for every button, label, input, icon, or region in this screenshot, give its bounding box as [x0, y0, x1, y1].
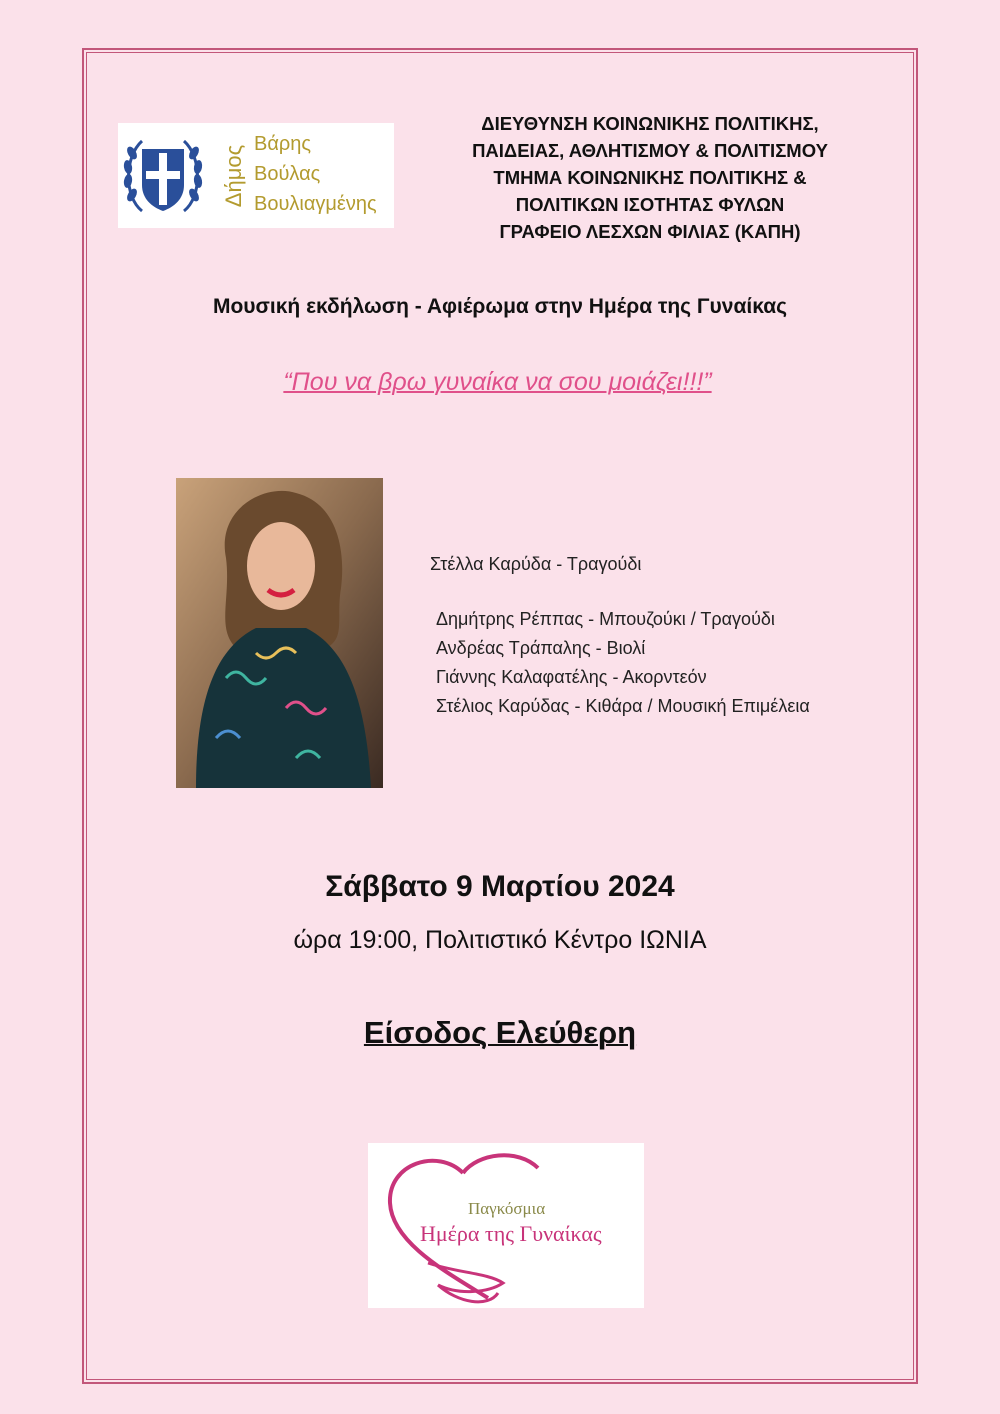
- performer-photo: [176, 478, 383, 788]
- musician-item: Γιάννης Καλαφατέλης - Ακορντεόν: [436, 667, 707, 687]
- municipality-word: Δήμος: [221, 144, 246, 208]
- event-time-place: ώρα 19:00, Πολιτιστικό Κέντρο ΙΩΝΙΑ: [293, 926, 707, 954]
- womens-day-line2: Ημέρα της Γυναίκας: [420, 1221, 602, 1246]
- musician-item: Ανδρέας Τράπαλης - Βιολί: [436, 638, 646, 658]
- municipality-name: [254, 129, 377, 219]
- department-line: ΤΜΗΜΑ ΚΟΙΝΩΝΙΚΗΣ ΠΟΛΙΤΙΚΗΣ &: [493, 167, 807, 188]
- performers-list: [430, 552, 810, 721]
- womens-day-line1: Παγκόσμια: [468, 1199, 546, 1218]
- department-heading: [410, 110, 890, 245]
- musician-item: Δημήτρης Ρέππας - Μπουζούκι / Τραγούδι: [436, 609, 775, 629]
- event-title-quote: [100, 368, 895, 397]
- municipality-line: Βούλας: [254, 163, 321, 185]
- entry-text: Είσοδος Ελεύθερη: [363, 1015, 637, 1050]
- department-line: ΠΟΛΙΤΙΚΩΝ ΙΣΟΤΗΤΑΣ ΦΥΛΩΝ: [515, 194, 785, 215]
- event-date: Σάββατο 9 Μαρτίου 2024: [325, 870, 675, 903]
- department-line: ΠΑΙΔΕΙΑΣ, ΑΘΛΗΤΙΣΜΟΥ & ΠΟΛΙΤΙΣΜΟΥ: [472, 140, 828, 161]
- lead-performer: Στέλλα Καρύδα - Τραγούδι: [430, 554, 642, 574]
- performer-photo-image: [176, 478, 383, 788]
- municipality-logo: [118, 123, 394, 228]
- greek-cross-crest-icon: [120, 123, 206, 228]
- municipality-line: Βουλιαγμένης: [254, 193, 377, 215]
- entry-notice: [100, 1015, 900, 1051]
- musician-item: Στέλιος Καρύδας - Κιθάρα / Μουσική Επιμέλεια: [436, 696, 810, 716]
- event-title-text: “Που να βρω γυναίκα να σου μοιάζει!!!”: [283, 368, 712, 396]
- municipality-line: Βάρης: [254, 133, 312, 155]
- event-type: Μουσική εκδήλωση - Αφιέρωμα στην Ημέρα της Γυναίκας: [212, 295, 788, 318]
- department-line: ΔΙΕΥΘΥΝΣΗ ΚΟΙΝΩΝΙΚΗΣ ΠΟΛΙΤΙΚΗΣ,: [481, 113, 819, 134]
- department-line: ΓΡΑΦΕΙΟ ΛΕΣΧΩΝ ΦΙΛΙΑΣ (ΚΑΠΗ): [499, 221, 801, 242]
- womens-day-logo: [368, 1143, 644, 1308]
